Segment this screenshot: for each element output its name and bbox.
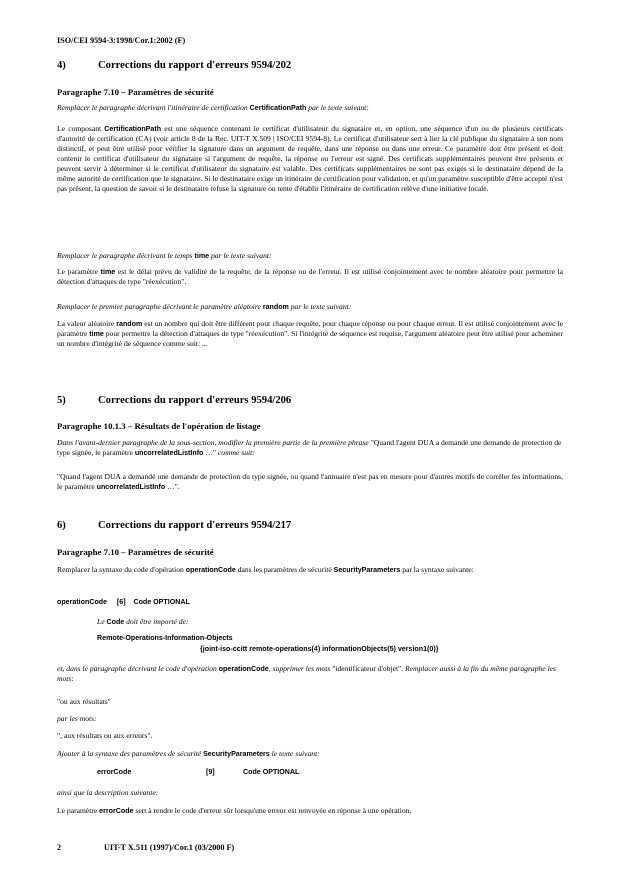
code-line: errorCode [9] Code OPTIONAL [97, 768, 300, 776]
paragraph-heading: Paragraphe 7.10 – Paramètres de sécurité [57, 547, 214, 557]
body-paragraph: Le composant CertificationPath est une séquence contenant le certificat d'utilisateur du signataire et, en option, une séquence d'un ou de plusieurs certificats d'autorité de certification (CA) (voir article 8 de la Rec. UIT-T X.509 | ISO/CEI 9594-8). Le certificat d'utilisateur sert à lier la clé publique du signataire à son nom distinctif, et peut être utilisé pour vérifier la signature dans un argument de requête, dans une réponse ou dans une erreur. Ce paramètre doit être présent et doit contenir le certificat d'utilisateur du signataire si l'argument de requête, la réponse ou l'erreur est signé. Des certificats supplémentaires peuvent être présents et peuvent servir à déterminer si le certificat d'utilisateur du signataire est valable. Des certificats supplémentaires ne sont pas exigés si le destinataire dépend de la même autorité de certification que le signataire. Si le destinataire exige un itinéraire de certification pour validation, et qu'un paramètre susceptible d'être accepté n'est pas présent, la question de savoir si le destinataire refuse la signature ou tente d'établir l'itinéraire de certification relève d'une initiative locale. [57, 124, 563, 193]
instruction-text: Remplacer le paragraphe décrivant le temps time par le texte suivant: [57, 251, 272, 260]
section-6-heading [57, 520, 291, 531]
running-header: ISO/CEI 9594-3:1998/Cor.1:2002 (F) [57, 36, 186, 45]
section-number: 6) [57, 520, 66, 531]
body-paragraph: La valeur aléatoire random est un nombre qui doit être différent pour chaque requête, pour chaque réponse ou pour chaque erreur. Il est utilisé conjointement avec le paramètre time pour permettre la détection d'attaques de type "réexécution". Si l'intégrité de séquence est requise, l'argument aléatoire peut être utilisé pour acheminer un nombre d'intégrité de séquence comme suit: ... [57, 319, 563, 348]
quoted-text: "ou aux résultats" [57, 697, 111, 706]
body-paragraph: Remplacer la syntaxe du code d'opération operationCode dans les paramètres de sécurité SecurityParameters par la syntaxe suivante: [57, 565, 474, 574]
section-4-heading [57, 60, 291, 71]
section-title: Corrections du rapport d'erreurs 9594/206 [98, 395, 292, 406]
section-5-heading [57, 395, 291, 406]
instruction-text: Dans l'avant-dernier paragraphe de la sous-section, modifier la première partie de la première phrase "Quand l'agent DUA a demandé une demande de protection de type signée, le paramètre uncorrelatedListInfo …" comme suit: [57, 438, 562, 457]
instruction-text: Remplacer le paragraphe décrivant l'itinéraire de certification CertificationPath par le texte suivant: [57, 103, 369, 112]
code-line: operationCode [6] Code OPTIONAL [57, 598, 190, 606]
section-number: 4) [57, 60, 66, 71]
code-line: {joint-iso-ccitt remote-operations(4) informationObjects(5) version1(0)} [200, 645, 439, 653]
section-title: Corrections du rapport d'erreurs 9594/202 [98, 60, 292, 71]
paragraph-heading: Paragraphe 10.1.3 – Résultats de l'opération de listage [57, 421, 261, 431]
instruction-text: ainsi que la description suivante: [57, 788, 159, 797]
instruction-text: par les mots: [57, 714, 97, 723]
section-number: 5) [57, 395, 66, 406]
instruction-text: et, dans le paragraphe décrivant le code d'opération operationCode, supprimer les mots "identificateur d'objet". Remplacer aussi à la fin du même paragraphe les mots: [57, 664, 557, 683]
paragraph-heading: Paragraphe 7.10 – Paramètres de sécurité [57, 87, 214, 97]
instruction-text: Ajouter à la syntaxe des paramètres de sécurité SecurityParameters le texte suivant: [57, 749, 320, 758]
section-title: Corrections du rapport d'erreurs 9594/217 [98, 520, 292, 531]
page-number: 2 [57, 843, 62, 852]
quoted-text: ", aux résultats ou aux erreurs". [57, 731, 153, 740]
instruction-text: Remplacer le premier paragraphe décrivant le paramètre aléatoire random par le texte suivant: [57, 302, 352, 311]
instruction-text: Le Code doit être importé de: [97, 617, 189, 626]
body-paragraph: "Quand l'agent DUA a demandé une demande de protection du type signée, ou quand l'annuaire n'est pas en mesure pour d'autres motifs de corréler les informations, le paramètre uncorrelatedListInfo …". [57, 472, 563, 491]
body-paragraph: Le paramètre errorCode sert à rendre le code d'erreur sûr lorsqu'une erreur est renvoyée en réponse à une opération. [57, 806, 412, 815]
code-line: Remote-Operations-Information-Objects [97, 634, 233, 642]
body-paragraph: Le paramètre time est le délai prévu de validité de la requête, de la réponse ou de l'erreur. Il est utilisé conjointement avec le nombre aléatoire pour permettre la détection d'attaques de type "réexécution". [57, 267, 563, 286]
footer-reference: UIT-T X.511 (1997)/Cor.1 (03/2000 F) [104, 843, 235, 852]
page-footer [57, 843, 234, 852]
